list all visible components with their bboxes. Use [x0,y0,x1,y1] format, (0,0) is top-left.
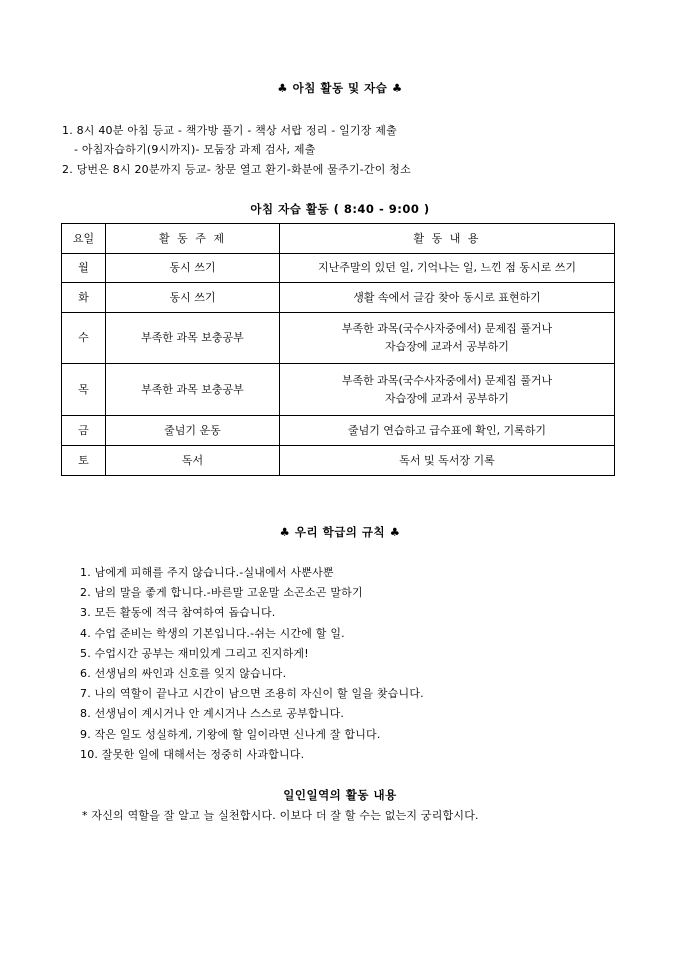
row-topic: 동시 쓰기 [106,254,280,283]
row-content: 줄넘기 연습하고 급수표에 확인, 기록하기 [280,416,615,446]
list-item: 10. 잘못한 일에 대해서는 정중히 사과합니다. [80,747,305,761]
class-rules-title: ♣ 우리 학급의 규칙 ♣ [279,525,401,539]
row-day: 수 [62,313,106,364]
row-content [280,364,615,416]
row-day: 금 [62,416,106,446]
morning-item-2: 2. 당번은 8시 20분까지 등교- 창문 열고 환기-화분에 물주기-간이 청소 [62,163,411,176]
table-row [62,416,615,446]
row-content: 생활 속에서 글감 찾아 동시로 표현하기 [280,283,615,313]
row-day: 화 [62,283,106,313]
row-content-line: 자습장에 교과서 공부하기 [385,340,509,353]
row-content-line: 부족한 과목(국수사자중에서) 문제집 풀거나 [341,373,553,387]
row-content: 지난주말의 있던 일, 기억나는 일, 느낀 점 동시로 쓰기 [280,254,615,283]
list-item: 1. 남에게 피해를 주지 않습니다.-실내에서 사뿐사뿐 [80,566,334,579]
list-item: 5. 수업시간 공부는 재미있게 그리고 진지하게! [80,646,309,660]
schedule-table [61,223,615,476]
schedule-title: 아침 자습 활동 ( 8:40 - 9:00 ) [250,202,430,216]
list-item: 2. 남의 말을 좋게 합니다.-바른말 고운말 소곤소곤 말하기 [80,586,363,600]
row-content [280,313,615,364]
row-content-line: 자습장에 교과서 공부하기 [385,391,509,405]
row-topic: 줄넘기 운동 [106,416,280,446]
row-day: 월 [62,254,106,283]
row-content: 독서 및 독서장 기록 [280,446,615,476]
list-item: 7. 나의 역할이 끝나고 시간이 남으면 조용히 자신이 할 일을 찾습니다. [80,687,424,701]
row-topic: 부족한 과목 보충공부 [106,364,280,416]
row-topic: 독서 [106,446,280,476]
list-item: 3. 모든 활동에 적극 참여하여 돕습니다. [80,606,276,620]
class-rules-list [80,563,424,765]
row-topic: 동시 쓰기 [106,283,280,313]
list-item: 8. 선생님이 계시거나 안 계시거나 스스로 공부합니다. [80,707,345,721]
roles-title: 일인일역의 활동 내용 [283,788,397,802]
header-day: 요일 [62,224,106,254]
morning-activity-title: ♣ 아침 활동 및 자습 ♣ [277,81,403,95]
list-item: 6. 선생님의 싸인과 신호를 잊지 않습니다. [80,666,287,680]
schedule-header-row [62,224,615,254]
row-day: 목 [62,364,106,416]
row-day: 토 [62,446,106,476]
morning-item-1: 1. 8시 40분 아침 등교 - 책가방 풀기 - 책상 서랍 정리 - 일기장 제출 [62,124,397,137]
table-row [62,364,615,416]
table-row [62,254,615,283]
list-item: 9. 작은 일도 성실하게, 기왕에 할 일이라면 신나게 잘 합니다. [80,727,381,741]
roles-text: * 자신의 역할을 잘 알고 늘 실천합시다. 이보다 더 잘 할 수는 없는지 궁리합시다. [82,809,479,822]
row-topic: 부족한 과목 보충공부 [106,313,280,364]
header-content: 활 동 내 용 [280,224,615,254]
row-content-line: 부족한 과목(국수사자중에서) 문제집 풀거나 [341,322,553,335]
table-row [62,446,615,476]
list-item: 4. 수업 준비는 학생의 기본입니다.-쉬는 시간에 할 일. [80,626,345,640]
morning-item-1-sub: - 아침자습하기(9시까지)- 모둠장 과제 검사, 제출 [74,143,316,156]
header-topic: 활 동 주 제 [106,224,280,254]
table-row [62,313,615,364]
table-row [62,283,615,313]
